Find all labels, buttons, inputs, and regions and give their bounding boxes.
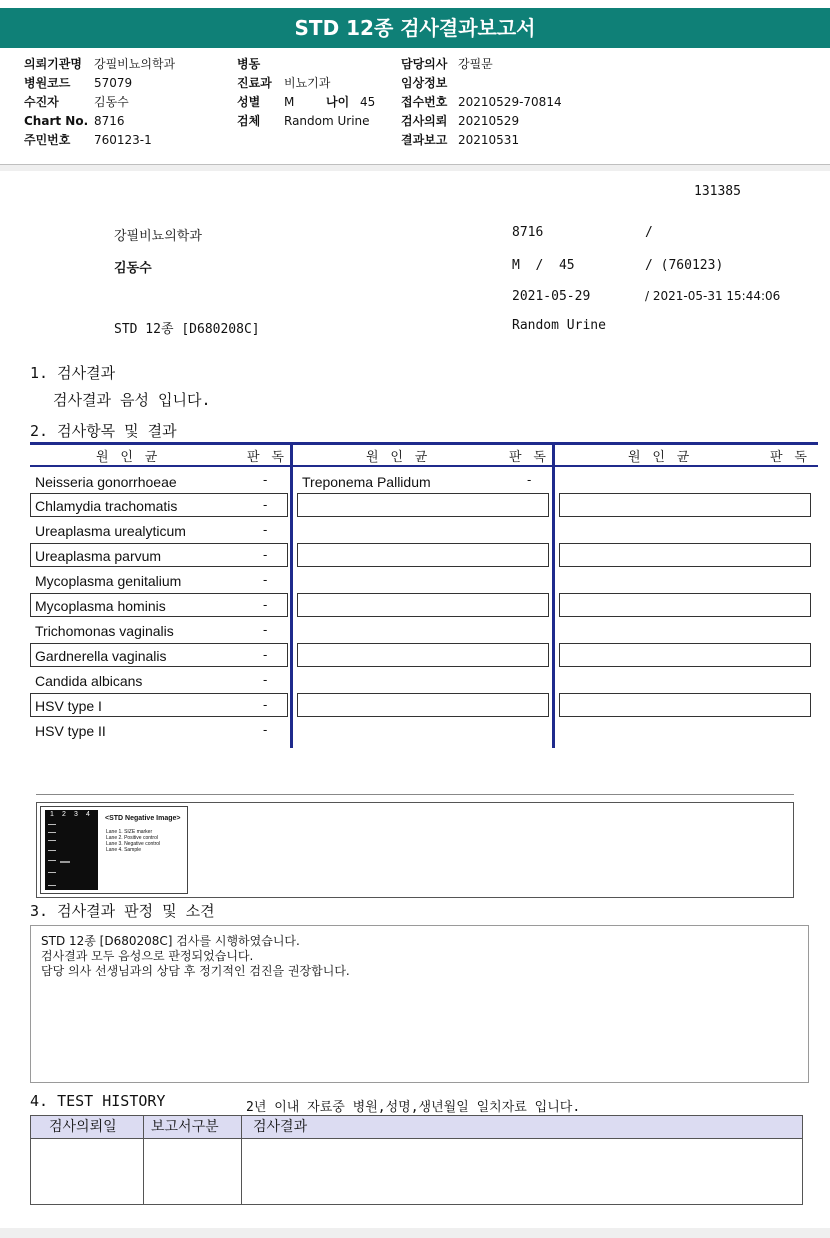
section-4-title: 4. TEST HISTORY [30, 1092, 166, 1110]
gel-legend-item: Lane 1. SIZE marker [106, 829, 153, 835]
info-chart: 8716 [512, 225, 544, 240]
history-col-divider [143, 1116, 144, 1204]
results-table-top-rule [30, 442, 818, 445]
page-bottom-band [0, 1228, 830, 1238]
organism-name: Candida albicans [35, 673, 143, 689]
label-ward: 병동 [237, 57, 261, 71]
header-col-1 [24, 55, 224, 150]
gel-legend-item: Lane 3. Negative control [106, 841, 161, 847]
empty-result-box [559, 493, 811, 517]
header-divider-band [0, 165, 830, 171]
label-hospital-code: 병원코드 [24, 76, 71, 90]
organism-result: - [263, 522, 268, 537]
empty-result-box [297, 643, 549, 667]
gel-legend [106, 829, 160, 853]
organism-name: Ureaplasma urealyticum [35, 523, 186, 539]
empty-result-box [297, 543, 549, 567]
organism-name: Neisseria gonorrhoeae [35, 474, 177, 490]
history-table [30, 1115, 803, 1205]
gel-lane-label: 2 [62, 811, 66, 818]
organism-name: Treponema Pallidum [302, 474, 431, 490]
value-age: 45 [360, 95, 376, 109]
gel-band [48, 872, 56, 873]
empty-result-box [559, 543, 811, 567]
gel-band [48, 824, 56, 825]
empty-result-box [559, 593, 811, 617]
section-3-title: 3. 검사결과 판정 및 소견 [30, 902, 215, 920]
info-test-name: STD 12종 [D680208C] [114, 322, 260, 337]
section-1-body: 검사결과 음성 입니다. [53, 391, 211, 409]
comment-box [30, 925, 809, 1083]
organism-result: - [527, 472, 532, 487]
organism-result: - [263, 622, 268, 637]
empty-result-box [559, 693, 811, 717]
empty-result-box [297, 593, 549, 617]
report-number: 131385 [694, 184, 741, 199]
value-specimen: Random Urine [284, 114, 370, 128]
gel-band [48, 860, 56, 861]
gel-band [48, 832, 56, 833]
value-request-date: 20210529 [458, 114, 520, 128]
history-col-divider [241, 1116, 242, 1204]
gel-panel-top-rule [36, 794, 794, 795]
gel-lane-label: 4 [86, 811, 90, 818]
empty-result-box [297, 693, 549, 717]
gel-band [48, 885, 56, 886]
section-2-title: 2. 검사항목 및 결과 [30, 422, 177, 440]
header-col-3 [401, 55, 621, 150]
label-chart-no: Chart No. [24, 114, 89, 128]
organism-result: - [263, 647, 268, 662]
col1-organism-header: 원 인 균 [96, 450, 160, 465]
organism-name: Trichomonas vaginalis [35, 623, 174, 639]
label-doctor: 담당의사 [401, 57, 448, 71]
value-requester: 강필비뇨의학과 [94, 57, 176, 71]
organism-result: - [263, 572, 268, 587]
history-header-row [31, 1116, 802, 1139]
gel-band [48, 840, 56, 841]
history-col-request-date: 검사의뢰일 [49, 1119, 117, 1135]
gel-caption: <STD Negative Image> [105, 815, 181, 822]
organism-name: Ureaplasma parvum [35, 548, 162, 564]
empty-result-box [297, 493, 549, 517]
label-report-date: 결과보고 [401, 133, 448, 147]
gel-image-frame [40, 806, 188, 894]
value-patient: 김동수 [94, 95, 129, 109]
label-receipt-no: 접수번호 [401, 95, 448, 109]
col3-result-header: 판 독 [770, 450, 809, 465]
label-clinical-info: 임상정보 [401, 76, 448, 90]
value-department: 비뇨기과 [284, 76, 331, 90]
organism-result: - [263, 497, 268, 512]
info-request-date: 2021-05-29 [512, 289, 591, 304]
gel-legend-item: Lane 2. Positive control [106, 835, 158, 841]
gel-image [45, 810, 98, 890]
empty-result-box [559, 643, 811, 667]
info-slash: / [645, 225, 653, 240]
gel-band [60, 861, 70, 863]
organism-name: Mycoplasma hominis [35, 598, 166, 614]
organism-name: Gardnerella vaginalis [35, 648, 167, 664]
value-resident-no: 760123-1 [94, 133, 152, 147]
organism-result: - [263, 722, 268, 737]
history-col-report-type: 보고서구분 [151, 1119, 219, 1135]
section-4-note: 2년 이내 자료중 병원,성명,생년월일 일치자료 입니다. [246, 1100, 581, 1115]
comment-line: 검사결과 모두 음성으로 판정되었습니다. [41, 949, 254, 963]
col3-organism-header: 원 인 균 [628, 450, 692, 465]
gel-lane-label: 3 [74, 811, 78, 818]
section-1-title: 1. 검사결과 [30, 364, 116, 382]
gel-lane-label: 1 [50, 811, 54, 818]
label-requester: 의뢰기관명 [24, 57, 82, 71]
organism-result: - [263, 672, 268, 687]
info-sex-age: M / 45 [512, 258, 575, 273]
info-clinic: 강필비뇨의학과 [114, 229, 202, 244]
value-chart-no: 8716 [94, 114, 125, 128]
report-title: STD 12종 검사결과보고서 [0, 8, 830, 48]
organism-name: HSV type I [35, 698, 102, 714]
value-receipt-no: 20210529-70814 [458, 95, 562, 109]
value-sex: M [284, 95, 295, 109]
results-col-divider-1 [290, 442, 293, 748]
organism-name: HSV type II [35, 723, 106, 739]
results-table-header-rule [30, 465, 818, 467]
value-report-date: 20210531 [458, 133, 520, 147]
organism-name: Mycoplasma genitalium [35, 573, 182, 589]
comment-line: 담당 의사 선생님과의 상담 후 정기적인 검진을 권장합니다. [41, 964, 350, 978]
value-hospital-code: 57079 [94, 76, 133, 90]
label-request-date: 검사의뢰 [401, 114, 448, 128]
comment-line: STD 12종 [D680208C] 검사를 시행하였습니다. [41, 934, 300, 948]
label-specimen: 검체 [237, 114, 261, 128]
organism-name: Chlamydia trachomatis [35, 498, 178, 514]
results-col-divider-2 [552, 442, 555, 748]
gel-band [48, 850, 56, 851]
organism-result: - [263, 472, 268, 487]
header-col-2 [237, 55, 397, 131]
info-patient: 김동수 [114, 261, 152, 276]
col2-organism-header: 원 인 균 [366, 450, 430, 465]
label-sex: 성별 [237, 95, 261, 109]
info-specimen: Random Urine [512, 318, 606, 333]
col2-result-header: 판 독 [509, 450, 548, 465]
history-col-result: 검사결과 [253, 1119, 308, 1135]
info-birth: / (760123) [645, 258, 724, 273]
label-patient: 수진자 [24, 95, 59, 109]
organism-result: - [263, 547, 268, 562]
col1-result-header: 판 독 [247, 450, 286, 465]
label-department: 진료과 [237, 76, 272, 90]
info-report-datetime: / 2021-05-31 15:44:06 [645, 289, 781, 303]
organism-result: - [263, 697, 268, 712]
gel-legend-item: Lane 4. Sample [106, 847, 142, 853]
label-resident-no: 주민번호 [24, 133, 71, 147]
organism-result: - [263, 597, 268, 612]
label-age: 나이 [326, 95, 350, 109]
value-doctor: 강필문 [458, 57, 493, 71]
